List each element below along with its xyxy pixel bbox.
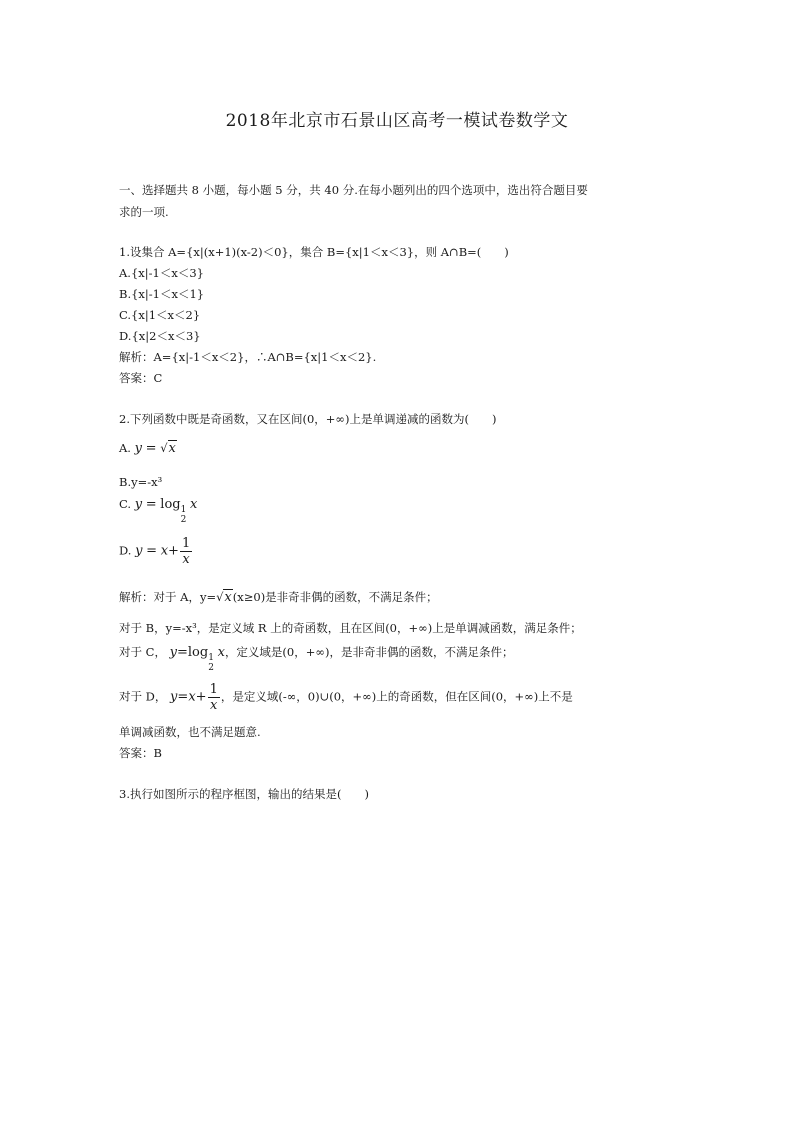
- fraction: $\frac{1}{x}$: [209, 682, 218, 713]
- q2-option-a-label: A.: [119, 441, 131, 455]
- q2-analysis-b: 对于 B，y=-x³，是定义域 R 上的奇函数，且在区间(0，+∞)上是单调减函数，满足条件；: [119, 621, 582, 635]
- q3-stem: 3.执行如图所示的程序框图，输出的结果是( ): [119, 787, 369, 801]
- q1-analysis: 解析：A={x|-1＜x＜2}，∴A∩B={x|1＜x＜2}.: [119, 350, 377, 364]
- formula-y: y: [135, 543, 143, 559]
- section-header-line1: 一、选择题共 8 小题，每小题 5 分，共 40 分.在每小题列出的四个选项中，选出符合题目要: [119, 183, 588, 197]
- page-title: 2018年北京市石景山区高考一模试卷数学文: [225, 111, 569, 131]
- sqrt-symbol: √x: [160, 441, 176, 456]
- formula-eq: =: [146, 543, 158, 559]
- formula-x: x: [189, 497, 198, 512]
- q2-analysis-d: 对于 D， y=x+ $\frac{1}{x}$ ，是定义域(-∞，0)∪(0，+∞)上的奇函数，但在区间(0，+∞)上不是: [119, 682, 573, 713]
- q2-option-d: [119, 536, 193, 567]
- q1-answer: 答案：C: [119, 371, 163, 385]
- fraction: $\frac{1}{x}$: [181, 536, 191, 567]
- section-header-line2: 求的一项.: [119, 205, 169, 219]
- q2-option-d-label: D.: [119, 543, 132, 558]
- formula-eq: =: [145, 441, 157, 456]
- q2-stem: 2.下列函数中既是奇函数，又在区间(0，+∞)上是单调递减的函数为( ): [119, 412, 497, 426]
- sqrt-symbol: √x: [216, 590, 232, 605]
- q2-option-c: [119, 497, 197, 525]
- q2-option-c-label: C.: [119, 497, 132, 511]
- formula-y: y: [134, 441, 142, 456]
- formula-log: log: [160, 497, 181, 512]
- formula-y: y: [134, 497, 143, 512]
- q2-option-a: [119, 441, 177, 456]
- q1-option-c: C.{x|1＜x＜2}: [119, 308, 201, 322]
- q2-analysis-a: 解析：对于 A，y=√x(x≥0)是非奇非偶的函数，不满足条件；: [119, 590, 438, 605]
- q2-option-b: B.y=-x³: [119, 475, 163, 489]
- q2-answer: 答案：B: [119, 746, 162, 760]
- formula-plus: +: [168, 543, 179, 559]
- log-base-fraction: 1 2: [208, 653, 214, 673]
- q2-analysis-c: 对于 C， y=log 1 2 x，定义域是(0，+∞)，是非奇非偶的函数，不满足条件；: [119, 645, 514, 673]
- q1-option-b: B.{x|-1＜x＜1}: [119, 287, 205, 301]
- q1-stem: 1.设集合 A={x|(x+1)(x-2)＜0}，集合 B={x|1＜x＜3}，则 A∩B=( ): [119, 245, 509, 259]
- formula-x: x: [168, 441, 176, 456]
- formula-eq: =: [145, 497, 157, 512]
- q2-analysis-d-line2: 单调减函数，也不满足题意.: [119, 725, 261, 739]
- q1-option-a: A.{x|-1＜x＜3}: [119, 266, 204, 280]
- formula-x: x: [160, 543, 169, 559]
- log-base-fraction: 1 2: [180, 505, 187, 525]
- q1-option-d: D.{x|2＜x＜3}: [119, 329, 201, 343]
